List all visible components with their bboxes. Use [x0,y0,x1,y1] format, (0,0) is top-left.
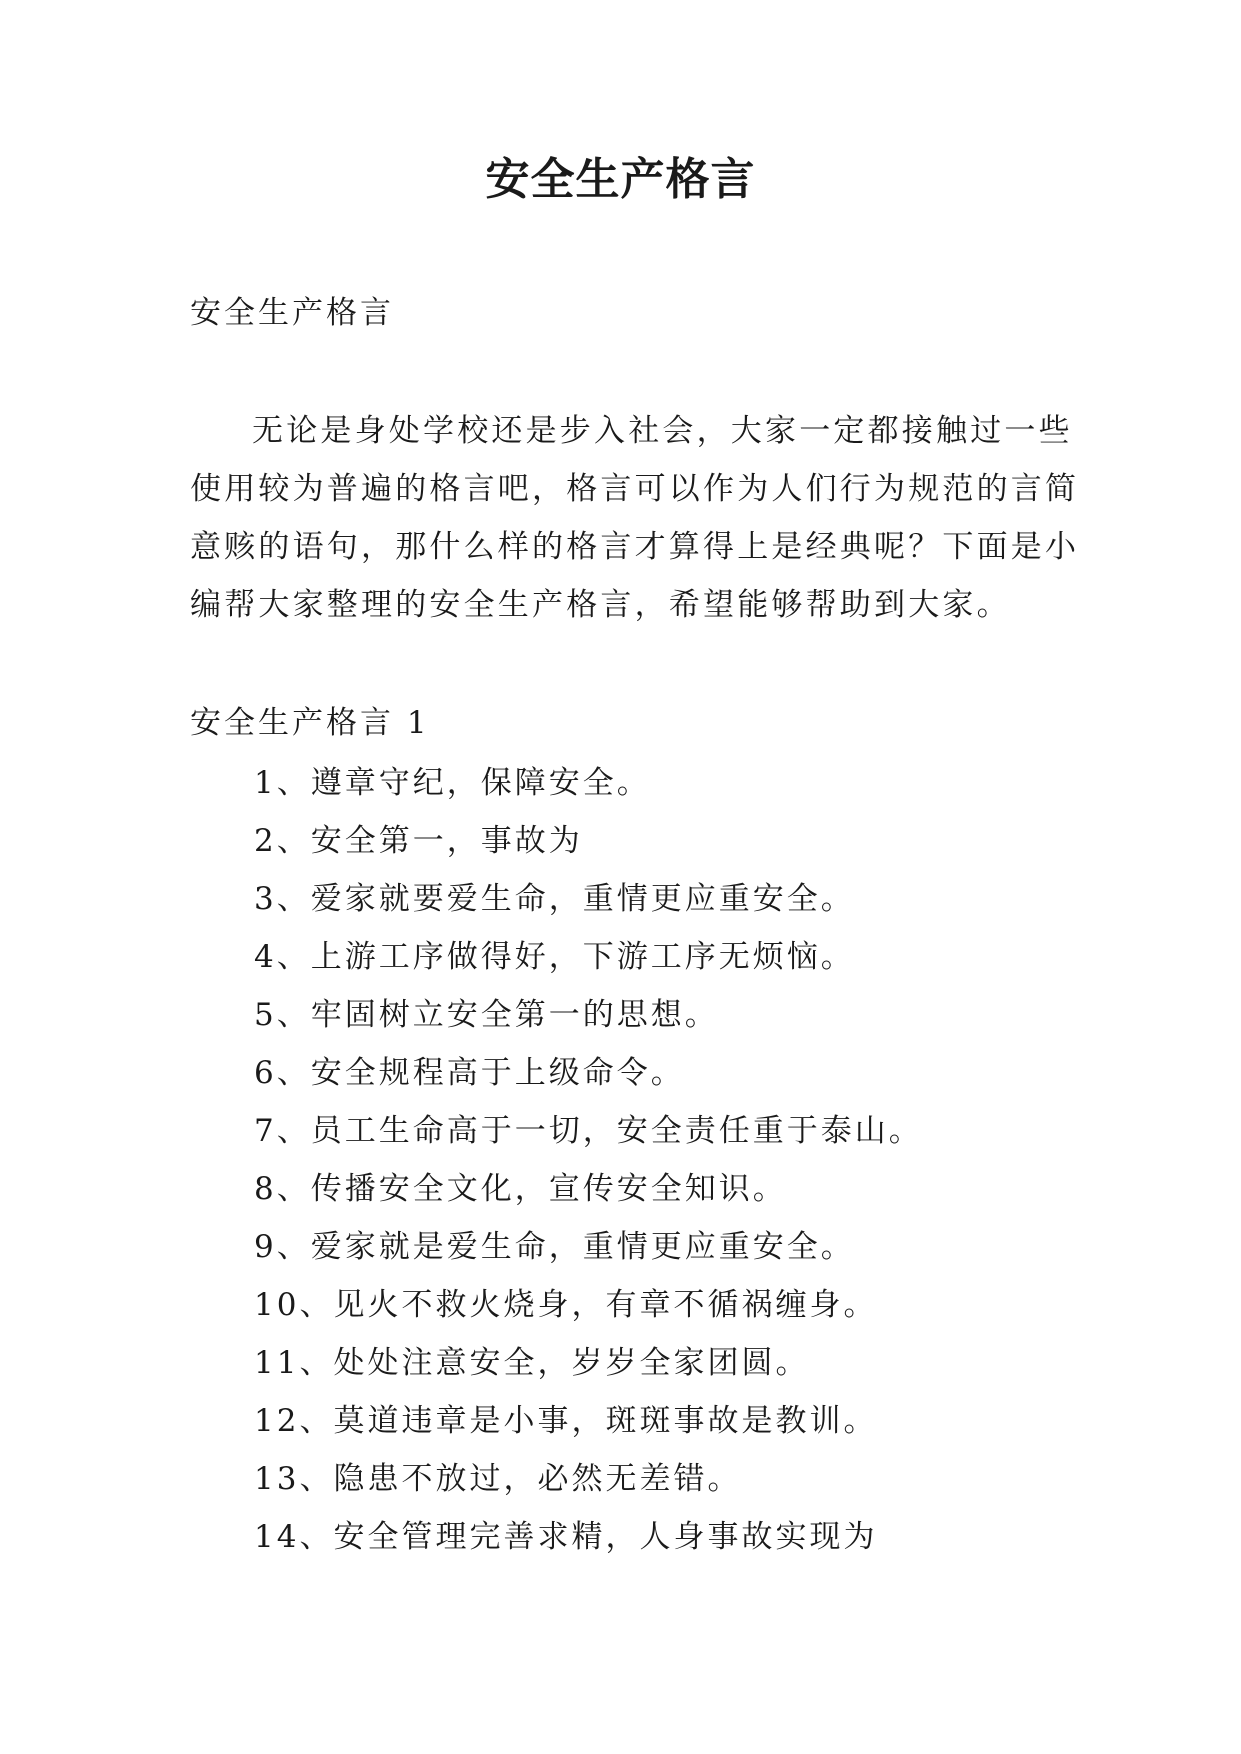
document-subtitle: 安全生产格言 [190,295,394,331]
intro-line: 编帮大家整理的安全生产格言，希望能够帮助到大家。 [190,587,1011,623]
intro-line: 无论是身处学校还是步入社会，大家一定都接触过一些 [252,413,1073,449]
maxim-item: 13、隐患不放过，必然无差错。 [254,1461,742,1497]
maxim-item: 8、传播安全文化，宣传安全知识。 [254,1171,787,1207]
intro-paragraph [190,402,1080,634]
maxim-item: 1、遵章守纪，保障安全。 [254,765,651,801]
maxim-item: 6、安全规程高于上级命令。 [254,1055,685,1091]
maxim-item: 2、安全第一，事故为 [254,823,583,859]
document-title: 安全生产格言 [485,154,756,205]
maxim-item: 9、爱家就是爱生命，重情更应重安全。 [254,1229,855,1265]
intro-line: 使用较为普遍的格言吧，格言可以作为人们行为规范的言简 [190,471,1080,507]
maxim-item: 11、处处注意安全，岁岁全家团圆。 [254,1345,810,1381]
maxim-item: 10、见火不救火烧身，有章不循祸缠身。 [254,1287,878,1323]
maxim-item: 4、上游工序做得好，下游工序无烦恼。 [254,939,855,975]
maxim-item: 7、员工生命高于一切，安全责任重于泰山。 [254,1113,923,1149]
maxim-item: 3、爱家就要爱生命，重情更应重安全。 [254,881,855,917]
section-heading: 安全生产格言 1 [190,705,430,741]
maxim-item: 12、莫道违章是小事，斑斑事故是教训。 [254,1403,878,1439]
maxim-item: 14、安全管理完善求精，人身事故实现为 [254,1519,878,1555]
maxim-list [254,754,923,1566]
intro-line: 意赅的语句，那什么样的格言才算得上是经典呢？下面是小 [190,529,1080,565]
maxim-item: 5、牢固树立安全第一的思想。 [254,997,719,1033]
